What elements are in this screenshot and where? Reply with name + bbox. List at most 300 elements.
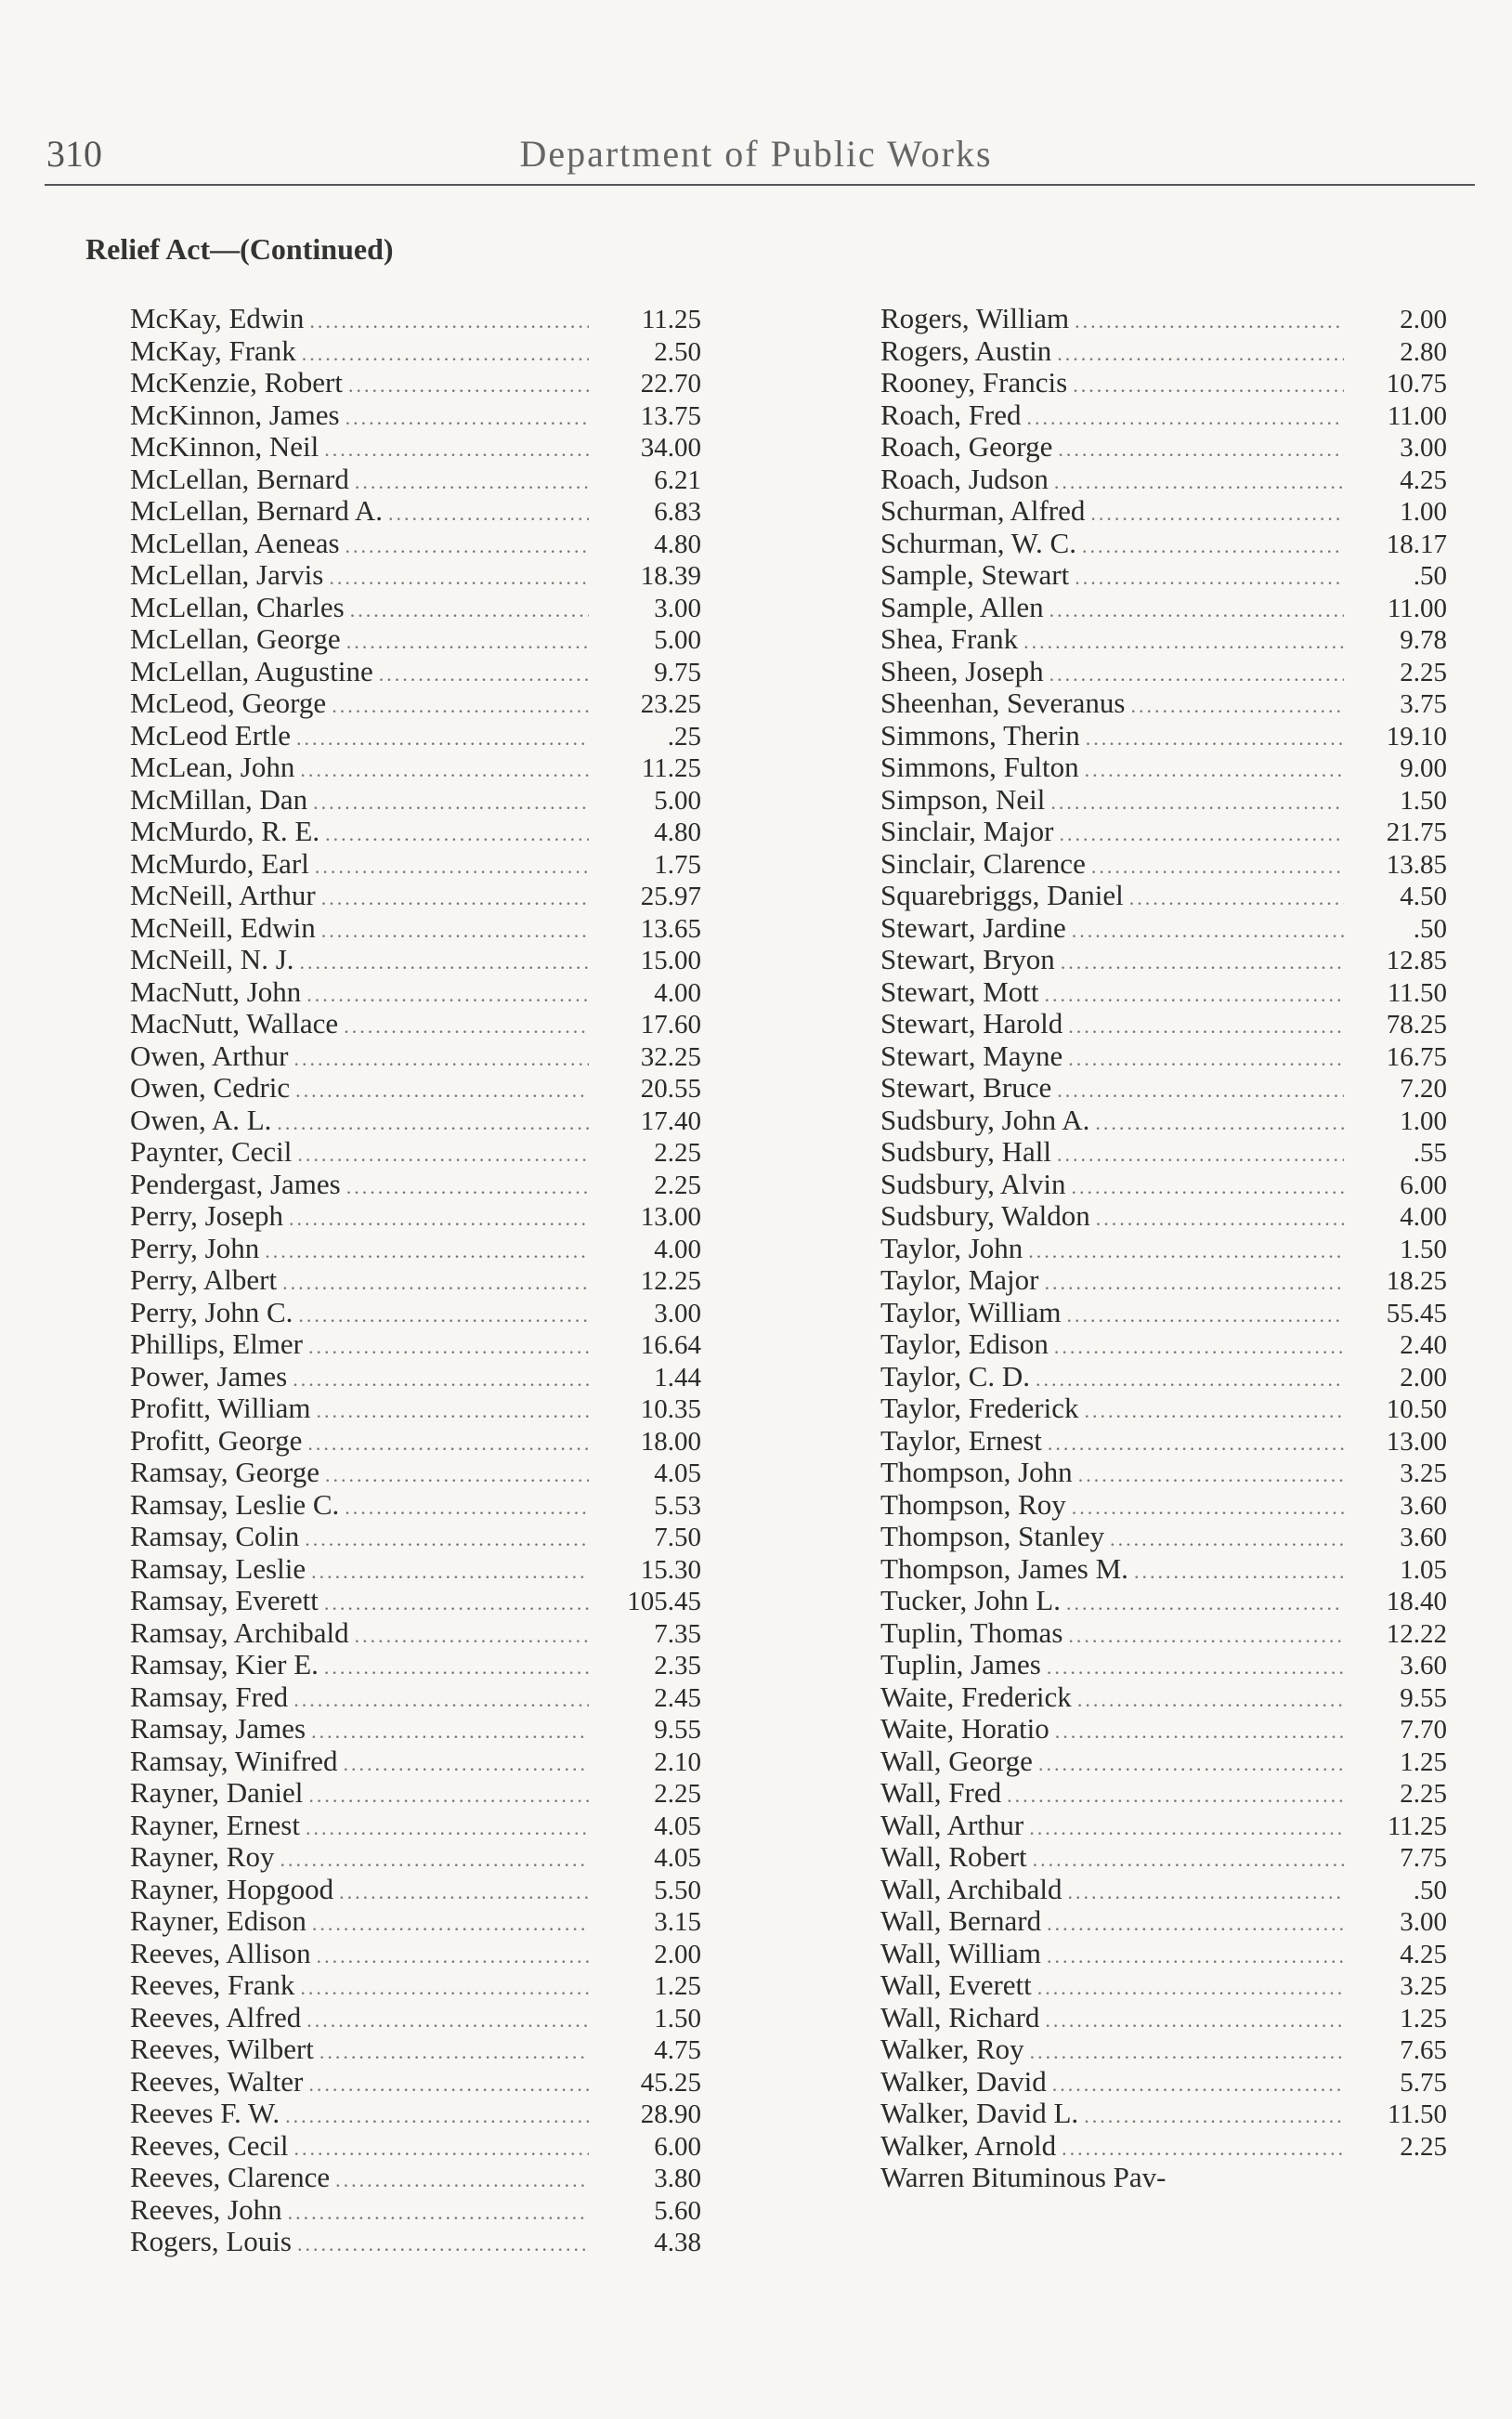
dot-leader	[1068, 1876, 1344, 1909]
ledger-row	[130, 1328, 701, 1361]
amount: 13.00	[640, 1202, 701, 1232]
ledger-row	[880, 1008, 1447, 1040]
dot-leader	[293, 1043, 589, 1076]
payee-name: McLeod, George	[130, 686, 327, 719]
dot-leader	[298, 1300, 589, 1332]
amount: 2.25	[1400, 657, 1447, 687]
ledger-row	[130, 1874, 701, 1906]
ledger-row	[880, 687, 1447, 720]
dot-leader	[311, 1716, 589, 1748]
dot-leader	[1130, 690, 1344, 723]
ledger-row	[880, 1649, 1447, 1681]
payee-name: Sheen, Joseph	[880, 654, 1044, 687]
dot-leader	[339, 1876, 589, 1909]
ledger-row	[130, 1969, 701, 2002]
ledger-row	[130, 1681, 701, 1714]
dot-leader	[324, 1652, 589, 1684]
amount: 4.05	[654, 1811, 701, 1841]
ledger-row	[880, 303, 1447, 335]
amount: 2.25	[1400, 2131, 1447, 2162]
payee-name: Wall, William	[880, 1936, 1042, 1969]
payee-name: MacNutt, John	[130, 974, 302, 1008]
ledger-row	[880, 623, 1447, 656]
amount: 7.20	[1400, 1074, 1447, 1104]
payee-name: Reeves, Alfred	[130, 2000, 302, 2033]
ledger-row	[130, 848, 701, 881]
dot-leader	[293, 1684, 589, 1717]
dot-leader	[1049, 659, 1344, 691]
amount: 1.25	[1400, 1746, 1447, 1777]
amount: 3.75	[1400, 689, 1447, 719]
amount: 5.60	[654, 2195, 701, 2226]
ledger-row	[130, 1649, 701, 1681]
amount: .50	[1413, 1875, 1447, 1905]
amount: 3.60	[1400, 1490, 1447, 1521]
payee-name: Tuplin, James	[880, 1648, 1041, 1680]
payee-name: Stewart, Harold	[880, 1007, 1063, 1040]
payee-name: Rogers, William	[880, 302, 1070, 334]
dot-leader	[296, 723, 589, 755]
amount: 4.00	[654, 1234, 701, 1264]
amount: 15.00	[640, 946, 701, 975]
amount: 3.80	[654, 2164, 701, 2193]
payee-name: Roach, George	[880, 430, 1053, 463]
ledger-row	[880, 431, 1447, 464]
dot-leader	[1047, 1941, 1344, 1973]
dot-leader	[1047, 1652, 1344, 1684]
ledger-row	[130, 1777, 701, 1810]
amount: 1.00	[1400, 1105, 1447, 1136]
amount: 4.50	[1400, 882, 1447, 911]
ledger-row	[130, 2066, 701, 2099]
dot-leader	[1062, 2133, 1344, 2165]
amount: 10.75	[1386, 369, 1447, 399]
dot-leader	[1007, 1780, 1344, 1812]
dot-leader	[1110, 1523, 1344, 1556]
dot-leader	[297, 2229, 589, 2261]
payee-name: Ramsay, Leslie	[130, 1551, 306, 1585]
dot-leader	[355, 1620, 589, 1653]
ledger-row	[880, 592, 1447, 624]
amount: 11.00	[1387, 400, 1447, 431]
dot-leader	[1045, 2005, 1344, 2037]
dot-leader	[1072, 1492, 1344, 1524]
dot-leader	[346, 1171, 589, 1204]
payee-name: McNeill, N. J.	[130, 943, 294, 975]
ledger-row	[880, 1233, 1447, 1265]
ledger-row	[880, 495, 1447, 528]
amount: 2.45	[654, 1682, 701, 1713]
amount: 4.00	[654, 977, 701, 1008]
dot-leader	[295, 1075, 589, 1107]
dot-leader	[1072, 1171, 1344, 1204]
amount: 2.25	[654, 1779, 701, 1809]
ledger-row	[130, 1425, 701, 1458]
payee-name: Sudsbury, Alvin	[880, 1167, 1066, 1200]
ledger-row	[130, 752, 701, 784]
ledger-row	[130, 1489, 701, 1522]
amount: 32.25	[640, 1041, 701, 1072]
ledger-row	[880, 2066, 1447, 2099]
dot-leader	[335, 2164, 589, 2197]
ledger-row	[880, 1200, 1447, 1233]
payee-name: Wall, George	[880, 1744, 1033, 1777]
dot-leader	[1037, 1972, 1344, 2005]
dot-leader	[1086, 723, 1344, 755]
ledger-row	[880, 752, 1447, 784]
ledger-row	[130, 1136, 701, 1169]
ledger-row	[130, 1585, 701, 1617]
amount: 18.25	[1386, 1266, 1447, 1296]
amount: 11.25	[641, 753, 701, 783]
amount: 17.60	[640, 1010, 701, 1040]
ledger-row	[880, 1713, 1447, 1746]
dot-leader	[1075, 306, 1344, 338]
amount: 1.50	[1400, 1234, 1447, 1264]
dot-leader	[1057, 338, 1344, 371]
ledger-row	[130, 623, 701, 656]
payee-name: Ramsay, Winifred	[130, 1744, 338, 1777]
dot-leader	[1091, 851, 1344, 883]
ledger-row	[130, 1617, 701, 1650]
payee-name: Sudsbury, John A.	[880, 1103, 1090, 1136]
ledger-row	[130, 2162, 701, 2194]
ledger-row	[130, 1264, 701, 1297]
payee-name: MacNutt, Wallace	[130, 1007, 339, 1040]
payee-name: Reeves, Wilbert	[130, 2033, 314, 2065]
dot-leader	[1038, 1748, 1344, 1781]
dot-leader	[277, 1107, 589, 1140]
dot-leader	[1050, 787, 1344, 819]
payee-name: Sinclair, Clarence	[880, 846, 1086, 880]
payee-name: Taylor, Edison	[880, 1327, 1049, 1360]
dot-leader	[1073, 370, 1344, 402]
payee-name: Simpson, Neil	[880, 782, 1046, 816]
ledger-row	[880, 1328, 1447, 1361]
dot-leader	[348, 370, 589, 402]
ledger-row	[880, 944, 1447, 976]
payee-name: McKinnon, Neil	[130, 430, 319, 463]
payee-name: Roach, Judson	[880, 462, 1049, 495]
dot-leader	[265, 1236, 589, 1268]
payee-name: Ramsay, Kier E.	[130, 1648, 319, 1680]
payee-name: Owen, Cedric	[130, 1071, 291, 1104]
ledger-row	[880, 1874, 1447, 1906]
dot-leader	[300, 1972, 589, 2005]
ledger-row	[130, 495, 701, 528]
payee-name: Profitt, William	[130, 1392, 311, 1424]
ledger-row	[130, 431, 701, 464]
ledger-row	[880, 1169, 1447, 1201]
ledger-row	[130, 1297, 701, 1329]
dot-leader	[306, 2005, 589, 2037]
dot-leader	[312, 1908, 589, 1941]
dot-leader	[1068, 1620, 1344, 1653]
ledger-row	[130, 656, 701, 688]
dot-leader	[1090, 498, 1344, 530]
amount: 3.25	[1400, 1458, 1447, 1488]
payee-name: Rayner, Edison	[130, 1904, 306, 1937]
payee-name: Taylor, Major	[880, 1263, 1039, 1296]
amount: 2.35	[654, 1651, 701, 1680]
dot-leader	[1129, 883, 1344, 915]
amount: 4.00	[1400, 1202, 1447, 1232]
payee-name: McNeill, Arthur	[130, 879, 316, 911]
amount: 1.50	[1400, 785, 1447, 816]
dot-leader	[300, 754, 589, 787]
payee-name: Schurman, Alfred	[880, 494, 1086, 527]
dot-leader	[1059, 818, 1344, 851]
amount: 3.25	[1400, 1971, 1447, 2001]
dot-leader	[1055, 1716, 1344, 1748]
ledger-row	[880, 976, 1447, 1009]
amount: 9.78	[1400, 625, 1447, 655]
amount: 1.25	[654, 1971, 701, 2001]
amount: 78.25	[1386, 1010, 1447, 1040]
ledger-row	[880, 1841, 1447, 1874]
ledger-row	[880, 367, 1447, 399]
amount: 4.80	[654, 817, 701, 847]
ledger-row	[880, 1393, 1447, 1425]
payee-name: Waite, Frederick	[880, 1680, 1072, 1713]
amount: 2.25	[654, 1138, 701, 1168]
ledger-row	[130, 1810, 701, 1842]
dot-leader	[315, 851, 589, 883]
payee-name: Schurman, W. C.	[880, 526, 1076, 559]
ledger-row	[880, 2130, 1447, 2163]
page-number: 310	[46, 132, 102, 175]
ledger-row	[130, 687, 701, 720]
amount: 2.00	[1400, 305, 1447, 334]
amount: 5.53	[654, 1490, 701, 1521]
ledger-row	[880, 1040, 1447, 1073]
payee-name: McLeod Ertle	[130, 718, 292, 752]
amount: 10.50	[1386, 1394, 1447, 1424]
amount: 13.75	[640, 400, 701, 431]
ledger-row	[880, 399, 1447, 432]
ledger-row	[130, 2130, 701, 2163]
amount: 2.10	[654, 1746, 701, 1777]
payee-name: McMurdo, R. E.	[130, 815, 320, 847]
dot-leader	[308, 2069, 589, 2101]
dot-leader	[344, 1011, 589, 1043]
payee-name: Wall, Everett	[880, 1968, 1032, 2001]
amount: 34.00	[640, 433, 701, 463]
ledger-row	[130, 1072, 701, 1105]
ledger-row	[130, 1200, 701, 1233]
ledger-row	[130, 592, 701, 624]
amount: 13.85	[1386, 849, 1447, 880]
dot-leader	[285, 2100, 589, 2133]
amount: 2.00	[654, 1939, 701, 1969]
ledger-row	[880, 848, 1447, 881]
payee-name: Simmons, Fulton	[880, 751, 1079, 783]
payee-name: Taylor, John	[880, 1231, 1023, 1264]
ledger-row	[880, 784, 1447, 817]
ledger-row	[130, 2002, 701, 2034]
dot-leader	[1045, 1267, 1345, 1300]
dot-leader	[306, 1812, 589, 1845]
amount: 11.25	[641, 305, 701, 334]
ledger-row	[130, 1841, 701, 1874]
ledger-row	[130, 912, 701, 945]
amount: 6.83	[654, 497, 701, 527]
ledger-row	[130, 1233, 701, 1265]
payee-name: Wall, Archibald	[880, 1872, 1062, 1905]
payee-name: Roach, Fred	[880, 398, 1022, 431]
amount: 55.45	[1386, 1298, 1447, 1328]
dot-leader	[345, 530, 589, 563]
payee-name: Phillips, Elmer	[130, 1327, 303, 1360]
payee-name: Walker, Roy	[880, 2033, 1024, 2065]
payee-name: Thompson, Stanley	[880, 1520, 1105, 1552]
payee-name: Reeves, Allison	[130, 1936, 311, 1969]
dot-leader	[1047, 1908, 1344, 1941]
ledger-row	[880, 1521, 1447, 1553]
payee-name: McMillan, Dan	[130, 782, 308, 816]
amount: 4.80	[654, 529, 701, 559]
dot-leader	[1033, 1844, 1344, 1876]
ledger-row	[880, 1969, 1447, 2002]
ledger-row	[130, 976, 701, 1009]
amount: 7.75	[1400, 1843, 1447, 1873]
amount: 4.05	[654, 1843, 701, 1873]
dot-leader	[293, 2133, 589, 2165]
ledger-row	[880, 656, 1447, 688]
ledger-row	[130, 1105, 701, 1137]
ledger-row	[880, 1361, 1447, 1393]
dot-leader	[1045, 979, 1345, 1012]
payee-name: Ramsay, Leslie C.	[130, 1487, 340, 1521]
payee-name: Rooney, Francis	[880, 366, 1068, 399]
amount: 3.60	[1400, 1651, 1447, 1680]
payee-name: Reeves, John	[130, 2192, 282, 2226]
payee-name: Simmons, Therin	[880, 718, 1080, 752]
dot-leader	[308, 1780, 589, 1812]
dot-leader	[345, 1492, 589, 1524]
amount: 7.65	[1400, 2035, 1447, 2065]
ledger-row	[880, 1489, 1447, 1522]
amount: 6.21	[654, 464, 701, 495]
amount: 23.25	[640, 689, 701, 719]
dot-leader	[311, 1556, 589, 1589]
section-title: Relief Act—(Continued)	[85, 232, 394, 266]
payee-name: Waite, Horatio	[880, 1712, 1049, 1745]
amount: 7.50	[654, 1523, 701, 1552]
amount: 9.00	[1400, 753, 1447, 783]
amount: 3.00	[654, 1298, 701, 1328]
amount: 5.50	[654, 1875, 701, 1905]
amount: 18.17	[1386, 529, 1447, 559]
dot-leader	[1036, 1364, 1344, 1396]
ledger-row	[130, 1521, 701, 1553]
amount: 105.45	[627, 1587, 701, 1616]
dot-leader	[1134, 1556, 1344, 1589]
amount: 12.22	[1386, 1618, 1447, 1649]
dot-leader	[324, 434, 589, 466]
ledger-row	[880, 1681, 1447, 1714]
amount: 7.70	[1400, 1715, 1447, 1745]
dot-leader	[317, 1941, 589, 1973]
ledger-row	[130, 784, 701, 817]
amount: 1.50	[654, 2003, 701, 2033]
dot-leader	[288, 2197, 589, 2229]
payee-name: Owen, Arthur	[130, 1039, 289, 1072]
amount: 3.60	[1400, 1523, 1447, 1552]
payee-name: McLellan, Aeneas	[130, 526, 340, 559]
ledger-row	[880, 1777, 1447, 1810]
ledger-row	[880, 1553, 1447, 1586]
dot-leader	[1072, 915, 1344, 948]
amount: 2.80	[1400, 336, 1447, 367]
amount: 11.50	[1387, 2099, 1447, 2129]
dot-leader	[289, 1203, 589, 1236]
payee-name: Perry, Albert	[130, 1263, 278, 1296]
ledger-row	[130, 1169, 701, 1201]
ledger-row	[130, 1713, 701, 1746]
payee-name: Wall, Robert	[880, 1840, 1027, 1873]
dot-leader	[313, 787, 589, 819]
payee-name: Squarebriggs, Daniel	[880, 879, 1124, 911]
ledger-row	[130, 2194, 701, 2227]
dot-leader	[325, 818, 589, 851]
dot-leader	[321, 883, 589, 915]
amount: 9.55	[654, 1715, 701, 1745]
ledger-row	[880, 1938, 1447, 1970]
payee-name: McKay, Edwin	[130, 302, 305, 334]
ledger-row	[130, 1361, 701, 1393]
ledger-row	[880, 912, 1447, 945]
payee-name: Rogers, Louis	[130, 2225, 292, 2257]
amount: 7.35	[654, 1618, 701, 1649]
dot-leader	[1078, 1459, 1344, 1492]
amount: 6.00	[654, 2131, 701, 2162]
dot-leader	[325, 1459, 589, 1492]
dot-leader	[309, 306, 589, 338]
amount: 2.00	[1400, 1362, 1447, 1393]
amount: 1.25	[1400, 2003, 1447, 2033]
payee-name: Thompson, Roy	[880, 1487, 1066, 1521]
payee-name: McKay, Frank	[130, 333, 296, 367]
payee-name: Rayner, Roy	[130, 1840, 275, 1873]
amount: 18.40	[1386, 1587, 1447, 1616]
dot-leader	[308, 1331, 589, 1364]
amount: 4.05	[654, 1458, 701, 1488]
ledger-row	[880, 528, 1447, 560]
dot-leader	[355, 466, 589, 499]
dot-leader	[1029, 1812, 1344, 1845]
dot-leader	[1057, 1139, 1344, 1171]
payee-name: Wall, Arthur	[880, 1808, 1024, 1841]
payee-name: Reeves F. W.	[130, 2097, 280, 2129]
payee-name: Stewart, Mayne	[880, 1039, 1063, 1072]
amount: 20.55	[640, 1074, 701, 1104]
ledger-row	[880, 1617, 1447, 1650]
payee-name: Sample, Allen	[880, 590, 1044, 623]
payee-name: McMurdo, Earl	[130, 846, 309, 880]
payee-name: Paynter, Cecil	[130, 1135, 293, 1168]
ledger-row	[880, 1425, 1447, 1458]
payee-name: Perry, John	[130, 1231, 260, 1264]
amount: 9.75	[654, 657, 701, 687]
payee-name: Ramsay, James	[130, 1712, 306, 1745]
amount: 4.75	[654, 2035, 701, 2065]
payee-name: Perry, John C.	[130, 1295, 293, 1328]
amount: 12.25	[640, 1266, 701, 1296]
continuation-line: Warren Bituminous Pav-	[880, 2161, 1167, 2193]
dot-leader	[1048, 1428, 1344, 1460]
payee-name: Ramsay, Everett	[130, 1584, 319, 1616]
